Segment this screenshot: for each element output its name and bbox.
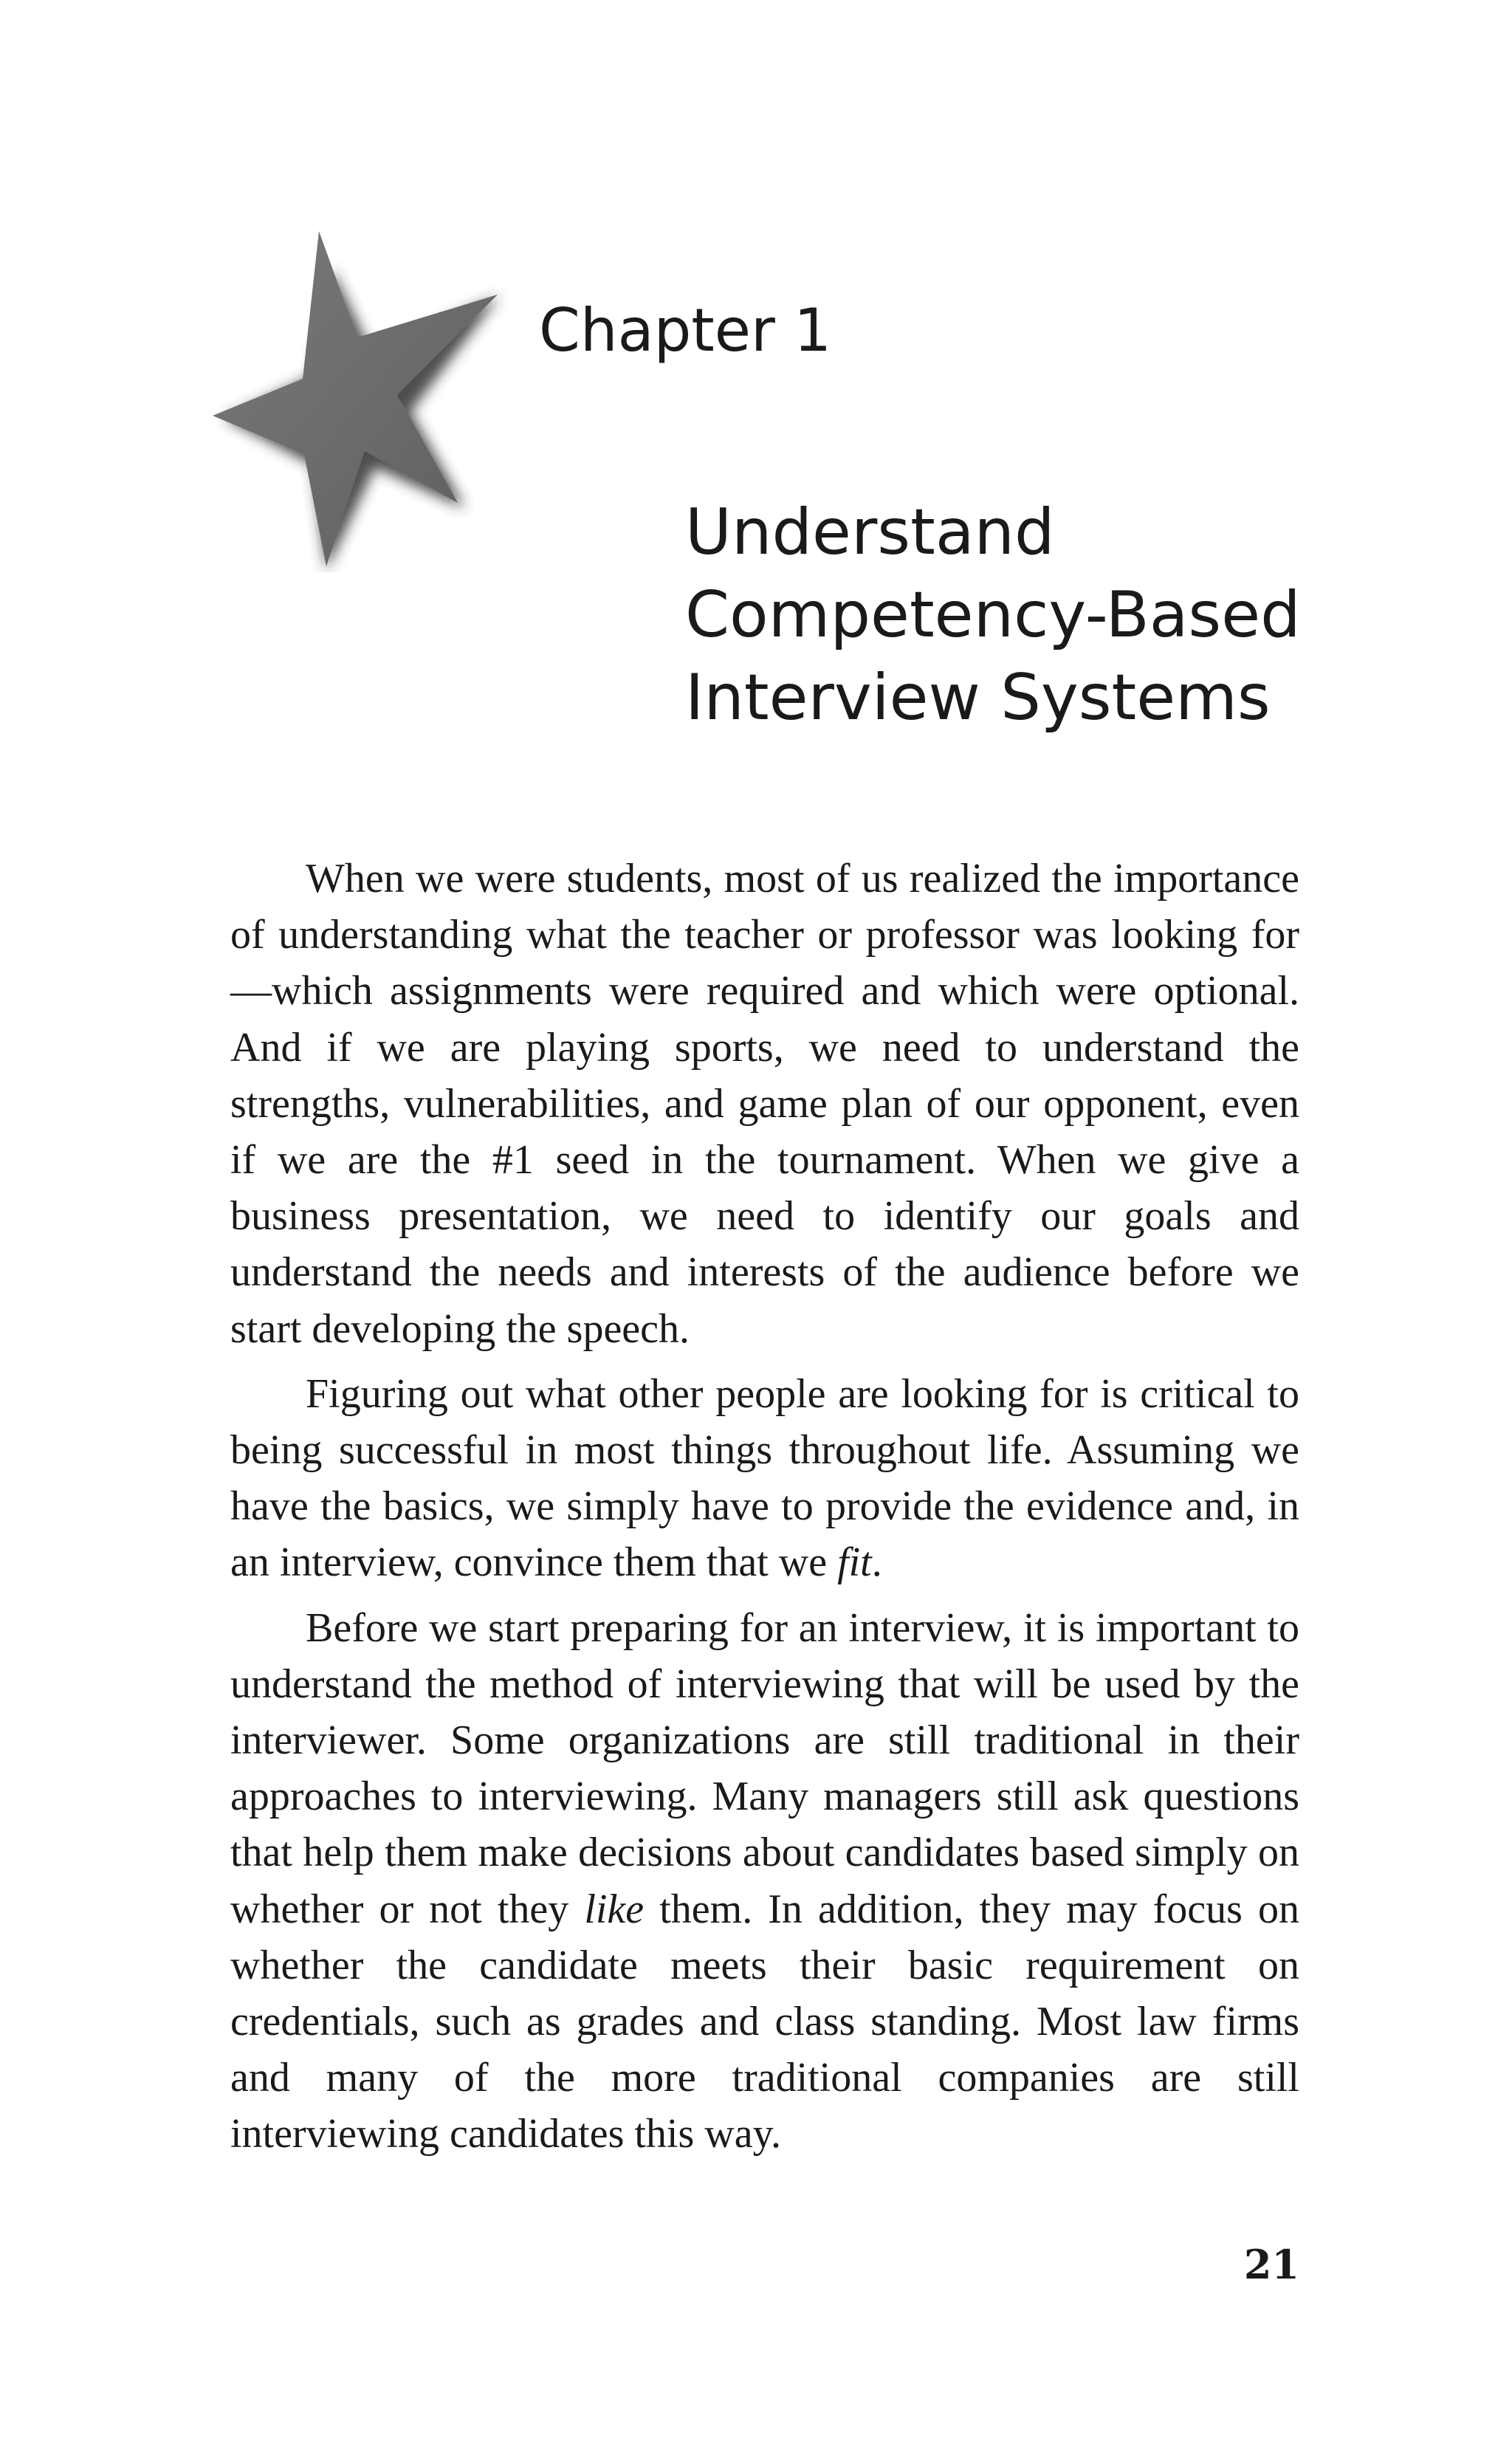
chapter-label: Chapter 1 xyxy=(539,296,832,365)
emphasis-text: fit xyxy=(837,1539,872,1586)
star-shape xyxy=(213,231,498,566)
paragraph-text: . xyxy=(871,1539,882,1586)
chapter-title-line: Interview Systems xyxy=(685,661,1271,735)
paragraph-text: Figuring out what other people are looking for is critical to being successful in most things throughout life. Assuming we have the basics, we simply have to provide the evidence and, in an interview, convince them that we xyxy=(230,1370,1299,1586)
paragraph-text: Before we start preparing for an interview, it is important to understand the method of interviewing that will be used by the interviewer. Some organizations are still traditional in their approaches to interviewing. Many managers still ask questions that help them make decisions about candidates based simply on whether or not they xyxy=(230,1604,1299,1932)
chapter-title-line: Competency-Based xyxy=(685,578,1301,652)
paragraph xyxy=(230,1366,1299,1591)
chapter-title xyxy=(685,491,1423,739)
paragraph-text: them. In addition, they may focus on whether the candidate meets their basic requirement on credentials, such as grades and class standing. Most law firms and many of the more traditional companies are still interviewing candidates this way. xyxy=(230,1886,1299,2157)
emphasis-text: like xyxy=(584,1886,645,1932)
body-text xyxy=(230,851,1299,2171)
star-icon xyxy=(207,225,517,572)
paragraph: When we were students, most of us realized the importance of understanding what the teacher or professor was looking for—which assignments were required and which were optional. And if we are playing sports, we need to understand the strengths, vulnerabilities, and game plan of our opponent, even if we are the #1 seed in the tournament. When we give a business presentation, we need to identify our goals and understand the needs and interests of the audience before we start developing the speech. xyxy=(230,856,1299,1352)
chapter-title-line: Understand xyxy=(685,495,1055,569)
page-number: 21 xyxy=(1243,2241,1299,2288)
paragraph xyxy=(230,1600,1299,2163)
